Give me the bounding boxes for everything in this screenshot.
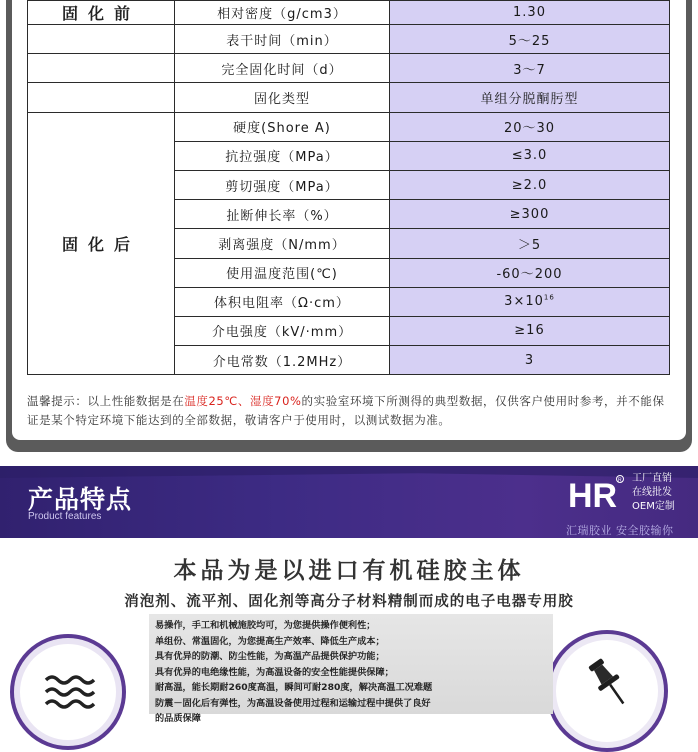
spec-table: [27, 0, 670, 375]
notice-sep: 、: [237, 394, 250, 408]
slogan-factory: 工厂直销: [632, 473, 672, 484]
slogan-wholesale: 在线批发: [632, 487, 672, 498]
value-cell: ＞5: [390, 229, 670, 258]
property-cell: 介电常数（1.2MHz）: [175, 346, 390, 375]
property-cell: 剪切强度（MPa）: [175, 170, 390, 199]
feature-item: 易操作，手工和机械施胶均可，为您提供操作便利性；: [155, 620, 376, 631]
product-features-banner: [0, 452, 698, 538]
property-cell: 固化类型: [175, 83, 390, 112]
hr-logo-text: HR: [568, 477, 618, 515]
value-cell: ≥2.0: [390, 170, 670, 199]
property-cell: 表干时间（min）: [175, 25, 390, 54]
feature-list: [155, 618, 555, 727]
notice-temp: 温度25℃: [184, 394, 238, 408]
pushpin-icon: [586, 656, 632, 710]
value-cell: 单组分脱酮肟型: [390, 83, 670, 112]
notice-text: [27, 392, 672, 430]
logo-slogans: [632, 472, 675, 514]
property-cell: 剥离强度（N/mm）: [175, 229, 390, 258]
property-cell: 体积电阻率（Ω·cm）: [175, 287, 390, 316]
value-cell: 5～25: [390, 25, 670, 54]
table-row: [28, 54, 670, 83]
value-exponent: 16: [543, 293, 555, 302]
slogan-oem: OEM定制: [632, 501, 675, 512]
feature-item: 具有优异的电绝缘性能，为高温设备的安全性能提供保障；: [155, 666, 394, 678]
property-cell: 相对密度（g/cm3）: [175, 1, 390, 25]
property-cell: 使用温度范围(℃): [175, 258, 390, 287]
value-base: 3×10: [504, 294, 544, 310]
property-cell: 抗拉强度（MPa）: [175, 141, 390, 170]
table-row: [28, 25, 670, 54]
group-empty-cell: [28, 25, 175, 54]
value-cell: ≥300: [390, 200, 670, 229]
property-cell: 介电强度（kV/·mm）: [175, 316, 390, 345]
value-cell: -60～200: [390, 258, 670, 287]
feature-item: 的品质保障: [155, 713, 201, 724]
table-row: [28, 1, 670, 25]
banner-top-band: [0, 452, 698, 466]
value-cell: 3: [390, 346, 670, 375]
group-after-cured: 固化后: [28, 112, 175, 375]
property-cell: 硬度(Shore A): [175, 112, 390, 141]
subline: 消泡剂、流平剂、固化剂等高分子材料精制而成的电子电器专用胶: [124, 594, 574, 610]
feature-item: 耐高温，能长期耐260度高温，瞬间可耐280度，解决高温工况难题: [155, 682, 433, 693]
table-row: [28, 112, 670, 141]
notice-part2: 的实验室环境下所测得的典型数据，仅供客户使用时参考，并不能保证是某个特定环境下能达到的全部数据，敬请客户于使用时，以测试数据为准。: [27, 394, 665, 427]
notice-humidity: 湿度70%: [249, 394, 302, 408]
group-empty-cell: [28, 83, 175, 112]
table-row: [28, 83, 670, 112]
banner-title: 产品特点: [28, 485, 133, 514]
headline: 本品为是以进口有机硅胶主体: [173, 558, 525, 584]
svg-text:R: R: [618, 477, 622, 484]
hr-logo: [566, 474, 624, 514]
banner-subtitle: Product features: [28, 511, 102, 522]
property-cell: 完全固化时间（d）: [175, 54, 390, 83]
notice-part1: 温馨提示：以上性能数据是在: [27, 394, 185, 408]
feature-item: 具有优异的防潮、防尘性能，为高温产品提供保护功能；: [155, 651, 385, 662]
feature-item: 单组份、常温固化，为您提高生产效率、降低生产成本；: [155, 635, 385, 647]
feature-item: 防震－固化后有弹性，为高温设备使用过程和运输过程中提供了良好: [155, 697, 431, 709]
value-cell: 20～30: [390, 112, 670, 141]
value-cell: [390, 287, 670, 316]
wave-icon: [44, 672, 96, 712]
value-cell: ≥16: [390, 316, 670, 345]
value-cell: ≤3.0: [390, 141, 670, 170]
banner-footer: 汇瑞胶业 安全胶输你: [566, 524, 674, 537]
description-section: [0, 538, 698, 724]
group-before-cured: 固化前: [28, 1, 175, 25]
group-empty-cell: [28, 54, 175, 83]
value-cell: 1.30: [390, 1, 670, 25]
property-cell: 扯断伸长率（%）: [175, 200, 390, 229]
value-cell: 3～7: [390, 54, 670, 83]
